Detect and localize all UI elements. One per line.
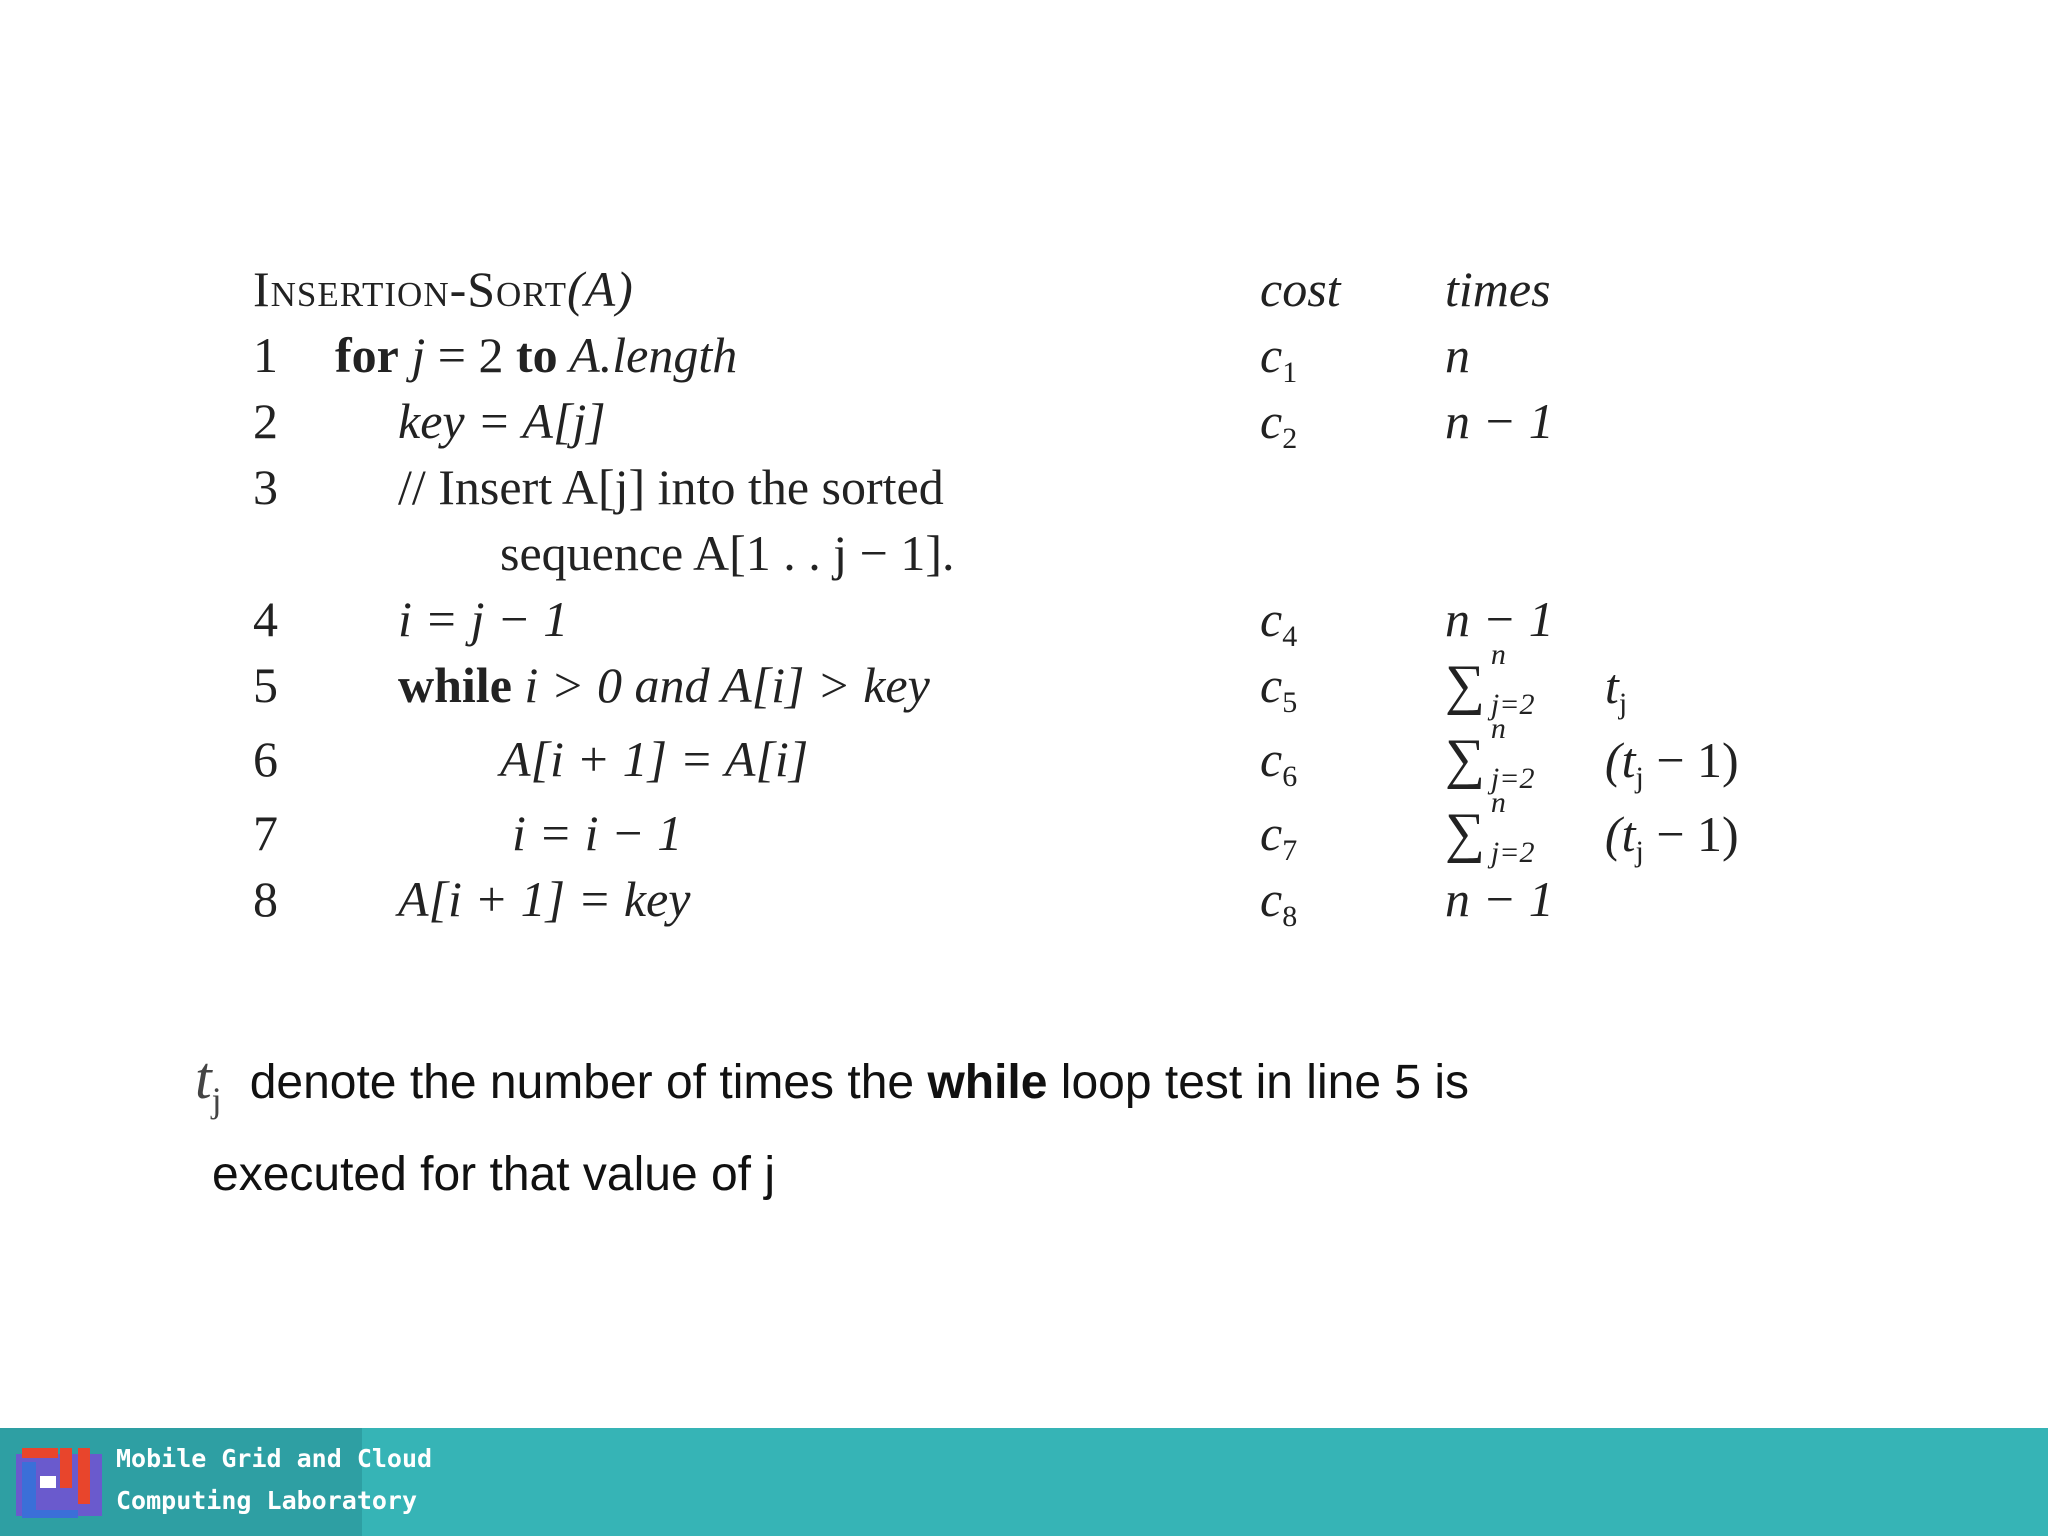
algorithm-title-name: Insertion-Sort: [253, 261, 567, 317]
cost-symbol: c: [1260, 657, 1283, 713]
cost-symbol: c: [1260, 393, 1283, 449]
sum-limits: [1485, 785, 1605, 870]
code-line-6: [250, 711, 1810, 795]
line-number: 1: [253, 327, 278, 383]
code-line-3-continued: [250, 520, 1810, 586]
cost-header: cost: [1260, 261, 1341, 317]
times-value: n: [1445, 327, 1470, 383]
line-number: 4: [253, 591, 278, 647]
code-line-8: [250, 866, 1810, 932]
sigma-symbol: ∑: [1445, 728, 1485, 790]
line-number: 7: [253, 805, 278, 861]
note-text-end: loop test in line 5 is: [1047, 1056, 1470, 1109]
sum-term: [1604, 732, 1739, 794]
tj-symbol-subscript: j: [211, 1080, 222, 1120]
sigma-symbol: ∑: [1445, 802, 1485, 864]
loop-end: A.length: [557, 327, 738, 383]
sum-term-symbol: t: [1604, 658, 1619, 714]
line-number: 3: [253, 459, 278, 515]
sigma-symbol: ∑: [1445, 654, 1485, 716]
loop-variable: j: [411, 327, 426, 383]
code-line-7: [250, 785, 1810, 869]
note-keyword-while: while: [927, 1056, 1048, 1109]
line-number: 2: [253, 393, 278, 449]
algorithm-title: [253, 256, 634, 322]
cost-symbol: c: [1260, 591, 1283, 647]
code-text: [335, 322, 737, 388]
sum-term: [1604, 806, 1739, 868]
keyword-to: to: [515, 327, 558, 383]
times-value: n − 1: [1445, 393, 1554, 449]
cost-value: [1260, 322, 1297, 388]
lab-logo-icon: [16, 1448, 102, 1522]
while-condition: i > 0 and A[i] > key: [511, 657, 930, 713]
keyword-for: for: [335, 327, 399, 383]
cost-symbol: c: [1260, 731, 1283, 787]
code-comment: // Insert A[j] into the sorted: [398, 459, 944, 515]
code-line-5: [250, 637, 1810, 721]
algorithm-header-row: [250, 256, 1810, 322]
code-text: key = A[j]: [398, 393, 606, 449]
code-text: A[i + 1] = key: [398, 871, 691, 927]
cost-symbol: c: [1260, 805, 1283, 861]
code-line-1: [250, 322, 1810, 388]
cost-value: [1260, 586, 1297, 652]
times-summation: [1445, 637, 1628, 722]
sum-term-subscript: j: [1635, 835, 1644, 868]
code-text: A[i + 1] = A[i]: [500, 731, 809, 787]
cost-value: [1260, 800, 1297, 866]
cost-subscript: 1: [1282, 356, 1298, 389]
cost-subscript: 8: [1282, 900, 1298, 933]
loop-start: = 2: [425, 327, 516, 383]
note-line-1: [195, 1038, 1469, 1118]
sum-term: [1604, 658, 1628, 720]
cost-subscript: 6: [1282, 760, 1298, 793]
sum-upper-limit: n: [1490, 637, 1506, 671]
cost-subscript: 5: [1282, 686, 1298, 719]
code-text: i = i − 1: [512, 805, 683, 861]
line-number: 5: [253, 657, 278, 713]
cost-value: [1260, 866, 1297, 932]
sum-term-close: − 1): [1643, 732, 1739, 788]
code-text: [398, 652, 930, 718]
sum-lower-limit: j=2: [1490, 687, 1535, 721]
sum-upper-limit: n: [1490, 711, 1506, 745]
line-number: 8: [253, 871, 278, 927]
sum-upper-limit: n: [1490, 785, 1506, 819]
algorithm-title-arg: (A): [566, 261, 634, 317]
times-summation: [1445, 711, 1739, 796]
sum-term-subscript: j: [1635, 761, 1644, 794]
lab-name: [116, 1438, 432, 1522]
times-header: times: [1445, 261, 1551, 317]
sum-term-close: − 1): [1643, 806, 1739, 862]
code-comment-continued: sequence A[1 . . j − 1].: [500, 525, 955, 581]
tj-symbol: [195, 1045, 222, 1120]
sum-term-open: (t: [1604, 806, 1636, 862]
times-value: n − 1: [1445, 591, 1554, 647]
insertion-sort-pseudocode: [250, 256, 1810, 986]
note-line-2: executed for that value of j: [212, 1148, 776, 1201]
sum-lower-limit: j=2: [1490, 761, 1535, 795]
lab-logo-panel: [0, 1428, 433, 1536]
sum-term-subscript: j: [1618, 687, 1628, 720]
cost-value: [1260, 388, 1297, 454]
footer-bar: [0, 1428, 2048, 1536]
lab-name-line-2: Computing Laboratory: [116, 1486, 418, 1515]
sum-lower-limit: j=2: [1490, 835, 1535, 869]
keyword-while: while: [398, 657, 512, 713]
cost-subscript: 7: [1282, 834, 1298, 867]
cost-value: [1260, 726, 1297, 792]
times-summation: [1445, 785, 1739, 870]
code-line-2: [250, 388, 1810, 454]
cost-subscript: 4: [1282, 620, 1298, 653]
tj-symbol-letter: t: [195, 1045, 212, 1111]
code-line-4: [250, 586, 1810, 652]
lab-name-line-1: Mobile Grid and Cloud: [116, 1444, 433, 1473]
code-line-3: [250, 454, 1810, 520]
line-number: 6: [253, 731, 278, 787]
cost-value: [1260, 652, 1297, 718]
cost-symbol: c: [1260, 327, 1283, 383]
code-text: i = j − 1: [398, 591, 569, 647]
cost-subscript: 2: [1282, 422, 1298, 455]
sum-term-open: (t: [1604, 732, 1636, 788]
cost-symbol: c: [1260, 871, 1283, 927]
note-text-start: denote the number of times the: [249, 1056, 928, 1109]
times-value: n − 1: [1445, 871, 1554, 927]
